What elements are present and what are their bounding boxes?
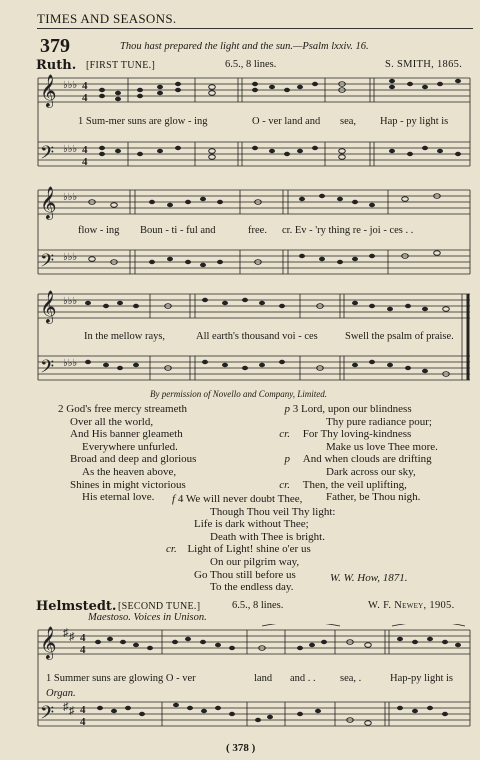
hymn-number: 379 [40,35,70,57]
svg-text:4: 4 [80,644,86,656]
svg-text:♭♭♭: ♭♭♭ [63,144,78,155]
verse-4-number: 4 [177,493,184,505]
svg-text:4: 4 [82,92,88,104]
lyric-line-1a: 1 Sum-mer suns are glow - ing [78,116,208,127]
svg-text:♭♭♭: ♭♭♭ [63,296,78,307]
header-rule [37,28,473,29]
tune-2-label: [SECOND TUNE.] [118,601,201,612]
music-system-1 [0,72,480,192]
svg-text:♭♭♭: ♭♭♭ [63,358,78,369]
lyric-line-2a: flow - ing [78,225,120,236]
lyric-line-2b: Boun - ti - ful and [140,225,216,236]
verse-2: 2 God's free mercy streameth Over all the world, And His banner gleameth Everywhere unfurled. Broad and deep and glorious As the heaven above, Shines in might victorious His eternal love. [58,403,197,504]
svg-text:𝄢: 𝄢 [40,142,55,167]
lyric-line-1b: O - ver land and [252,116,321,127]
svg-text:𝄞: 𝄞 [40,188,57,219]
lyric-line-2c: free. [248,225,267,236]
svg-text:♭♭♭: ♭♭♭ [63,80,78,91]
music-system-2 [0,184,480,294]
tune-2-meter: 6.5., 8 lines. [232,600,284,611]
svg-text:4: 4 [82,80,88,92]
svg-text:4: 4 [80,704,86,716]
organ-label: Organ. [46,688,76,699]
lyric-line-3b: All earth's thousand voi - ces [196,331,318,342]
svg-text:4: 4 [80,632,86,644]
verse-3-number: 3 [292,403,299,415]
tune-2-name: Helmstedt. [36,599,117,614]
svg-text:♯: ♯ [63,627,69,639]
tune-composer: S. SMITH, 1865. [385,59,463,70]
tune-2-direction: Maestoso. Voices in Unison. [88,612,207,623]
svg-text:𝄢: 𝄢 [40,356,55,381]
scripture-verse: Thou hast prepared the light and the sun.—Psalm lxxiv. 16. [120,41,369,52]
svg-text:♯: ♯ [69,631,75,643]
lyric-line-2d: cr. Ev - 'ry thing re - joi - ces . . [282,225,414,236]
tune-name: Ruth. [36,58,77,73]
music-system-4 [0,624,480,744]
lyric-line-1d: Hap - py light is [380,116,449,127]
lyric-tune-2b: land [254,673,273,684]
running-title: TIMES AND SEASONS. [37,11,177,26]
svg-text:𝄞: 𝄞 [40,292,57,323]
verse-2-number: 2 [58,403,64,415]
svg-text:𝄞: 𝄞 [40,76,57,107]
svg-text:𝄢: 𝄢 [40,702,55,727]
lyric-line-3c: Swell the psalm of praise. [345,331,454,342]
verse-3: p 3 Lord, upon our blindness Thy pure radiance pour; cr. For Thy loving-kindness Make us love Thee more. p And when clouds are drifting Dark across our sky, cr. Then, the veil uplifting, Father, be Thou nigh. [279,403,438,504]
svg-text:4: 4 [82,144,88,156]
svg-text:4: 4 [82,156,88,168]
lyric-line-3a: In the mellow rays, [84,331,166,342]
lyric-tune-2c: and . . [290,673,316,684]
lyric-line-1c: sea, [340,116,357,127]
svg-text:4: 4 [80,716,86,728]
tune-2-composer: W. F. Newey, 1905. [368,600,455,611]
lyric-tune-2e: Hap-py light is [390,673,453,684]
lyric-tune-2a: 1 Summer suns are glowing O - ver [46,673,196,684]
svg-text:♯: ♯ [63,701,69,713]
svg-text:♭♭♭: ♭♭♭ [63,192,78,203]
page-number: ( 378 ) [226,742,256,754]
svg-text:𝄞: 𝄞 [40,628,57,659]
verse-4: f 4 We will never doubt Thee, Though Thou veil Thy light: Life is dark without Thee; Death with Thee is bright. cr. Light of Light! shine o'er us On our pilgrim way, Go Thou still before us To the endless day. [166,493,336,594]
tune-meter: 6.5., 8 lines. [225,59,277,70]
svg-text:𝄢: 𝄢 [40,250,55,275]
svg-text:♯: ♯ [69,705,75,717]
svg-text:♭♭♭: ♭♭♭ [63,252,78,263]
hymn-author: W. W. How, 1871. [330,572,408,584]
tune-label: [FIRST TUNE.] [86,60,156,71]
permission-note: By permission of Novello and Company, Limited. [150,389,327,399]
lyric-tune-2d: sea, . [340,673,362,684]
